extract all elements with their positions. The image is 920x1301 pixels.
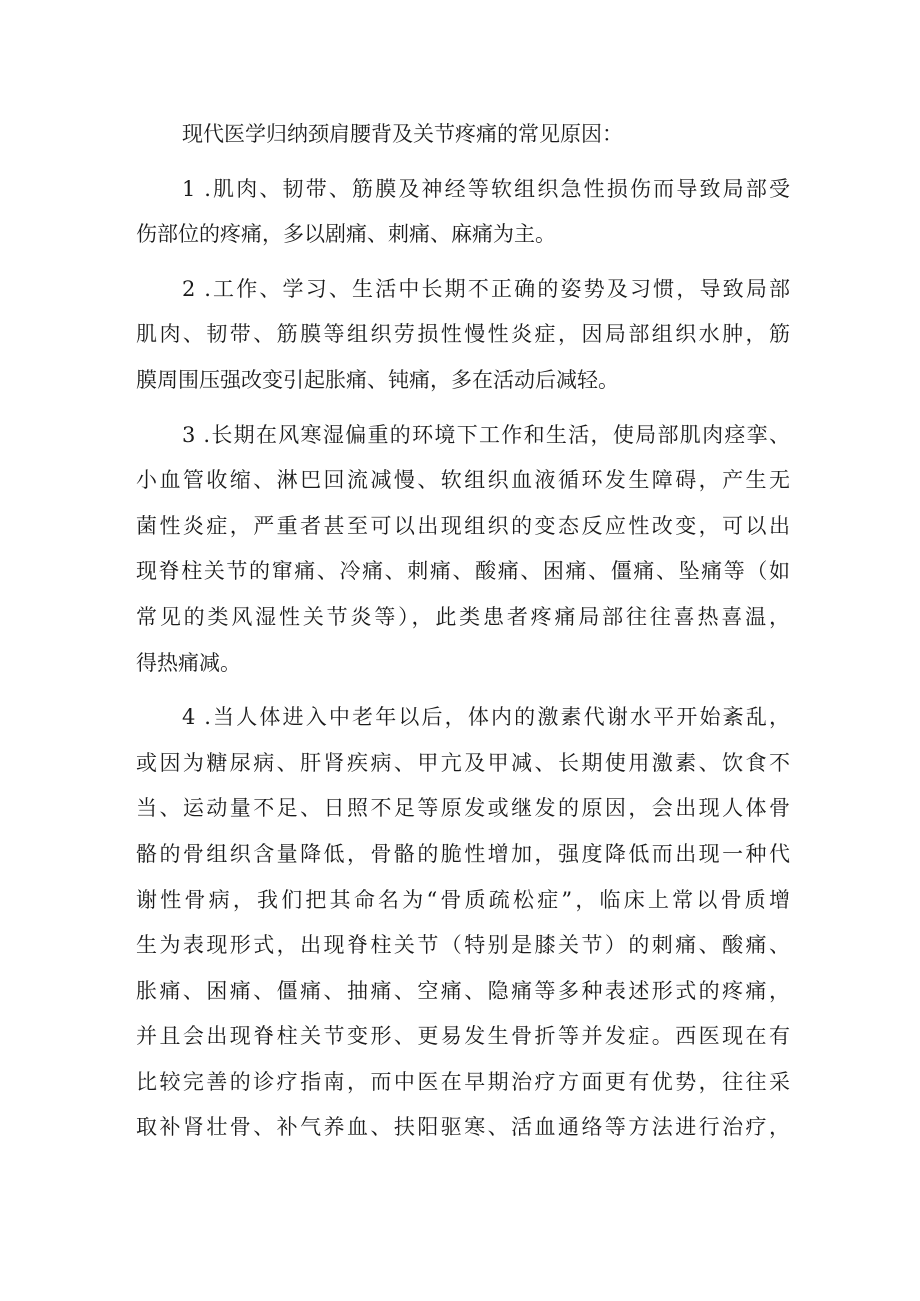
paragraph-line: 生为表现形式，出现脊柱关节（特别是膝关节）的刺痛、酸痛、 [136,933,790,958]
paragraph-line: 谢性骨病，我们把其命名为“骨质疏松症”，临床上常以骨质增 [136,887,790,912]
paragraph-line: 小血管收缩、淋巴回流减慢、软组织血液循环发生障碍，产生无 [136,468,790,493]
paragraph-line: 当、运动量不足、日照不足等原发或继发的原因，会出现人体骨 [136,796,790,821]
intro-line: 现代医学归纳颈肩腰背及关节疼痛的常见原因： [182,122,623,146]
paragraph-line: 4 .当人体进入中老年以后，体内的激素代谢水平开始紊乱， [182,705,790,730]
paragraph-line: 菌性炎症，严重者甚至可以出现组织的变态反应性改变，可以出 [136,513,790,538]
paragraph-line: 膜周围压强改变引起胀痛、钝痛，多在活动后减轻。 [136,367,619,392]
paragraph-line: 1 .肌肉、韧带、筋膜及神经等软组织急性损伤而导致局部受 [182,176,790,201]
paragraph-line: 得热痛减。 [136,650,241,675]
paragraph-3 [136,413,790,687]
paragraph-line: 胀痛、困痛、僵痛、抽痛、空痛、隐痛等多种表述形式的疼痛， [136,978,790,1003]
paragraph-4 [136,695,790,1151]
paragraph-1 [136,167,790,258]
paragraph-2 [136,267,790,404]
paragraph-line: 取补肾壮骨、补气养血、扶阳驱寒、活血通络等方法进行治疗， [136,1115,790,1140]
intro-paragraph [136,112,790,158]
paragraph-line: 2 .工作、学习、生活中长期不正确的姿势及习惯，导致局部 [182,276,790,301]
paragraph-line: 现脊柱关节的窜痛、冷痛、刺痛、酸痛、困痛、僵痛、坠痛等（如 [136,559,790,584]
paragraph-line: 肌肉、韧带、筋膜等组织劳损性慢性炎症，因局部组织水肿，筋 [136,322,790,347]
paragraph-line: 并且会出现脊柱关节变形、更易发生骨折等并发症。西医现在有 [136,1024,790,1049]
document-body [136,112,790,1151]
paragraph-line: 常见的类风湿性关节炎等），此类患者疼痛局部往往喜热喜温， [136,604,790,629]
paragraph-line: 3 .长期在风寒湿偏重的环境下工作和生活，使局部肌肉痉挛、 [182,422,790,447]
paragraph-line: 骼的骨组织含量降低，骨骼的脆性增加，强度降低而出现一种代 [136,841,790,866]
paragraph-line: 伤部位的疼痛，多以剧痛、刺痛、麻痛为主。 [136,222,556,247]
paragraph-line: 比较完善的诊疗指南，而中医在早期治疗方面更有优势，往往采 [136,1069,790,1094]
paragraph-line: 或因为糖尿病、肝肾疾病、甲亢及甲减、长期使用激素、饮食不 [136,750,790,775]
